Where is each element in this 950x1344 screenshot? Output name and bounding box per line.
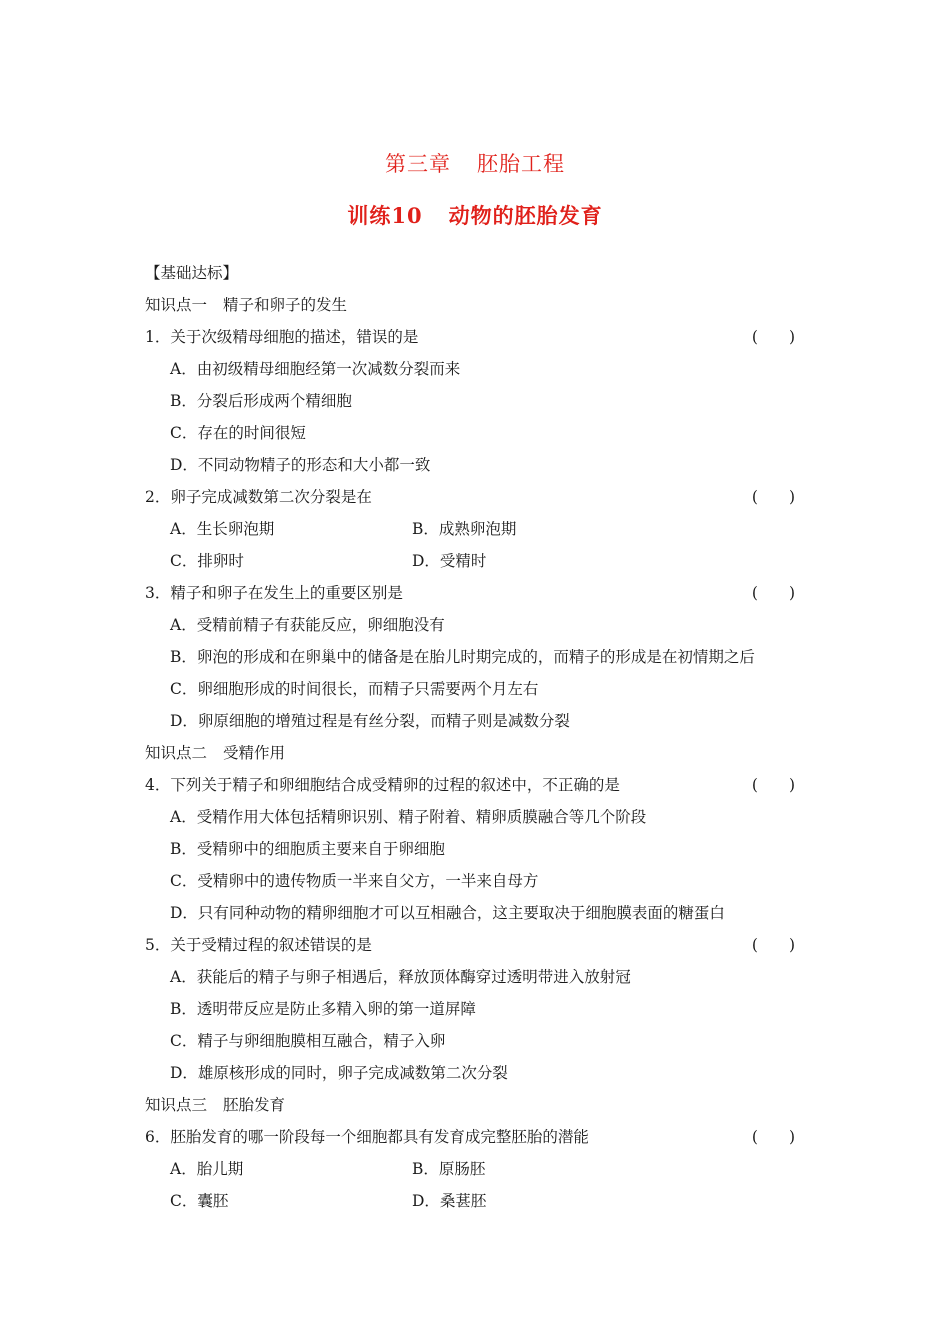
q1-option-c: C．存在的时间很短 (170, 424, 306, 442)
chapter-title (0, 148, 950, 178)
kp-label: 知识点三 (145, 1096, 208, 1114)
content (145, 257, 805, 1217)
question-stem: 关于受精过程的叙述错误的是 (170, 936, 372, 954)
q5-option-b: B．透明带反应是防止多精入卵的第一道屏障 (170, 1000, 476, 1018)
q1-option-d: D．不同动物精子的形态和大小都一致 (170, 456, 431, 474)
question-number: 5． (145, 936, 171, 954)
q6-options-row-2 (145, 1185, 805, 1217)
question-stem: 关于次级精母细胞的描述，错误的是 (170, 328, 419, 346)
q3-option-d: D．卵原细胞的增殖过程是有丝分裂，而精子则是减数分裂 (170, 712, 570, 730)
q3-option-a: A．受精前精子有获能反应，卵细胞没有 (170, 616, 445, 634)
question-1 (145, 321, 805, 353)
kp-name: 受精作用 (223, 744, 286, 762)
chapter-number: 第三章 (385, 152, 451, 176)
question-4 (145, 769, 805, 801)
question-number: 1． (145, 328, 171, 346)
q2-options-row-2 (145, 545, 805, 577)
lesson-name: 动物的胚胎发育 (448, 203, 603, 228)
q2-option-b: B．成熟卵泡期 (412, 520, 517, 538)
question-number: 3． (145, 584, 171, 602)
question-number: 6． (145, 1128, 171, 1146)
q3-option-c: C．卵细胞形成的时间很长，而精子只需要两个月左右 (170, 680, 539, 698)
q6-options-row-1 (145, 1153, 805, 1185)
question-stem: 胚胎发育的哪一阶段每一个细胞都具有发育成完整胚胎的潜能 (170, 1128, 589, 1146)
kp-name: 胚胎发育 (223, 1096, 286, 1114)
answer-blank: ( ) (751, 584, 795, 602)
q5-option-a: A．获能后的精子与卵子相遇后，释放顶体酶穿过透明带进入放射冠 (170, 968, 631, 986)
q5-option-d: D．雄原核形成的同时，卵子完成减数第二次分裂 (170, 1064, 508, 1082)
answer-blank: ( ) (751, 776, 795, 794)
q4-option-d: D．只有同种动物的精卵细胞才可以互相融合，这主要取决于细胞膜表面的糖蛋白 (170, 904, 725, 922)
q1-option-a: A．由初级精母细胞经第一次减数分裂而来 (170, 360, 461, 378)
answer-blank: ( ) (751, 1128, 795, 1146)
lesson-number: 训练10 (347, 203, 423, 228)
question-2 (145, 481, 805, 513)
q6-option-c: C．囊胚 (170, 1192, 229, 1210)
q1-option-b: B．分裂后形成两个精细胞 (170, 392, 352, 410)
q5-option-c: C．精子与卵细胞膜相互融合，精子入卵 (170, 1032, 446, 1050)
lesson-title (0, 200, 950, 230)
q6-option-a: A．胎儿期 (170, 1160, 244, 1178)
question-stem: 精子和卵子在发生上的重要区别是 (170, 584, 403, 602)
question-6 (145, 1121, 805, 1153)
q3-option-b: B．卵泡的形成和在卵巢中的储备是在胎儿时期完成的，而精子的形成是在初情期之后 (170, 648, 755, 666)
question-number: 4． (145, 776, 171, 794)
kp-label: 知识点二 (145, 744, 208, 762)
q4-option-b: B．受精卵中的细胞质主要来自于卵细胞 (170, 840, 445, 858)
q2-option-d: D．受精时 (412, 552, 487, 570)
knowledge-point-1 (145, 289, 805, 321)
q4-option-c: C．受精卵中的遗传物质一半来自父方，一半来自母方 (170, 872, 539, 890)
q6-option-d: D．桑葚胚 (412, 1192, 487, 1210)
kp-name: 精子和卵子的发生 (223, 296, 348, 314)
q2-option-c: C．排卵时 (170, 552, 244, 570)
q2-options-row-1 (145, 513, 805, 545)
section-heading: 【基础达标】 (145, 264, 239, 282)
kp-label: 知识点一 (145, 296, 208, 314)
knowledge-point-2 (145, 737, 805, 769)
answer-blank: ( ) (751, 488, 795, 506)
q6-option-b: B．原肠胚 (412, 1160, 486, 1178)
q4-option-a: A．受精作用大体包括精卵识别、精子附着、精卵质膜融合等几个阶段 (170, 808, 647, 826)
chapter-name: 胚胎工程 (477, 152, 565, 176)
question-stem: 卵子完成减数第二次分裂是在 (170, 488, 372, 506)
question-5 (145, 929, 805, 961)
question-number: 2． (145, 488, 171, 506)
question-3 (145, 577, 805, 609)
q2-option-a: A．生长卵泡期 (170, 520, 275, 538)
answer-blank: ( ) (751, 936, 795, 954)
question-stem: 下列关于精子和卵细胞结合成受精卵的过程的叙述中，不正确的是 (170, 776, 620, 794)
answer-blank: ( ) (751, 328, 795, 346)
knowledge-point-3 (145, 1089, 805, 1121)
